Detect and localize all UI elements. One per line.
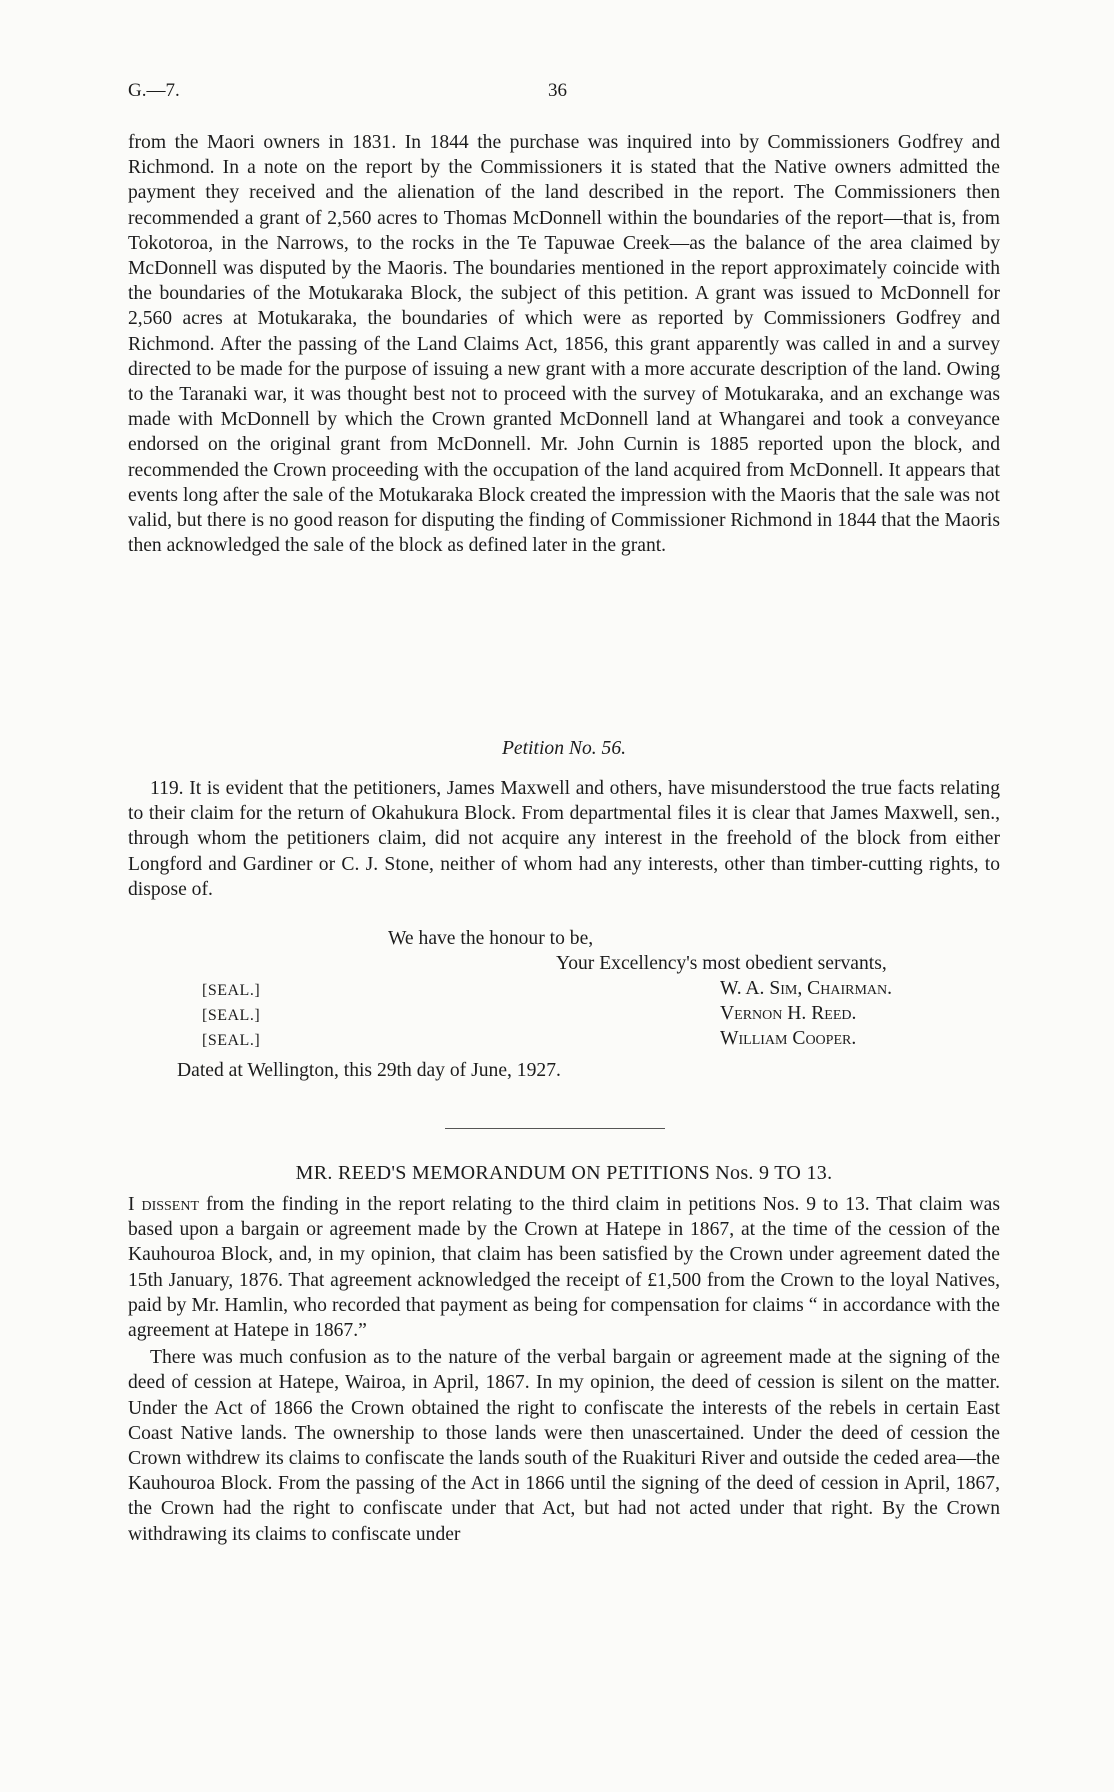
signatory-reed: Vernon H. Reed. (720, 1003, 857, 1024)
paragraph-119: 119. It is evident that the petitioners, James Maxwell and others, have misunderstood the true facts relating to their claim for the return of Okahukura Block. From departmental files it is clear that James Maxwell, sen., through whom the petitioners claim, did not acquire any interest in the freehold of the block from either Longford and Gardiner or C. J. Stone, neither of whom had any interests, other than timber-cutting rights, to dispose of. (128, 778, 1000, 900)
page-number: 36 (548, 80, 567, 101)
seal-3: [SEAL.] (202, 1032, 261, 1049)
paragraph-motukaraka: from the Maori owners in 1831. In 1844 the purchase was inquired into by Commissioners Godfrey and Richmond. In a note on the report by the Commissioners it is stated that the Native owners admitted the payment they received and the alienation of the land described in the report. The Commissioners then recommended a grant of 2,560 acres to Thomas McDonnell within the boundaries of the report—that is, from Tokotoroa, in the Narrows, to the rocks in the Te Tapuwae Creek—as the balance of the area claimed by McDonnell was disputed by the Maoris. The boundaries mentioned in the report approximately coincide with the boundaries of the Motukaraka Block, the subject of this petition. A grant was issued to McDonnell for 2,560 acres at Motukaraka, the boundaries of which were as reported by Commissioners Godfrey and Richmond. After the passing of the Land Claims Act, 1856, this grant apparently was called in and a survey directed to be made for the purpose of issuing a new grant with a more accurate description of the land. Owing to the Taranaki war, it was thought best not to proceed with the survey of Motukaraka, and an exchange was made with McDonnell by which the Crown granted McDonnell land at Whangarei and took a conveyance endorsed on the original grant from McDonnell. Mr. John Curnin is 1885 reported upon the block, and recommended the Crown proceeding with the occupation of the land acquired from McDonnell. It appears that events long after the sale of the Motukaraka Block created the impression with the Maoris that the sale was not valid, but there is no good reason for disputing the finding of Commissioner Richmond in 1844 that the Maoris then acknowledged the sale of the block as defined later in the grant. (128, 132, 1000, 557)
closing-line-1: We have the honour to be, (388, 928, 594, 949)
page-header (128, 80, 1000, 106)
section-divider (445, 1128, 665, 1129)
memorandum-paragraph-1-text: from the finding in the report relating to the third claim in petitions Nos. 9 to 13. That claim was based upon a bargain or agreement made by the Crown at Hatepe in 1867, at the time of the cession of the Kauhouroa Block, and, in my opinion, that claim has been satisfied by the Crown under agreement dated the 15th January, 1876. That agreement acknowledged the receipt of £1,500 from the Crown to the loyal Natives, paid by Mr. Hamlin, who recorded that payment as being for compensation for claims “ in accordance with the agreement at Hatepe in 1867.” (128, 1194, 1000, 1342)
signatory-chairman: W. A. Sim, Chairman. (720, 978, 893, 999)
memorandum-paragraph-1 (128, 1192, 1000, 1343)
seal-1: [SEAL.] (202, 982, 261, 999)
memorandum-paragraph-2: There was much confusion as to the nature of the verbal bargain or agreement made at the signing of the deed of cession at Hatepe, Wairoa, in April, 1867. In my opinion, the deed of cession is silent on the matter. Under the Act of 1866 the Crown obtained the right to confiscate the interests of the rebels in certain East Coast Native lands. The ownership to those lands were then unascertained. Under the deed of cession the Crown withdrew its claims to confiscate the lands south of the Ruakituri River and outside the ceded area—the Kauhouroa Block. From the passing of the Act in 1866 until the signing of the deed of cession in April, 1867, the Crown had the right to confiscate under that Act, but had not acted under that right. By the Crown withdrawing its claims to confiscate under (128, 1347, 1000, 1545)
body-text-block-2 (128, 776, 1000, 902)
seal-2: [SEAL.] (202, 1007, 261, 1024)
closing-line-2: Your Excellency's most obedient servants, (556, 953, 887, 974)
body-text-block-1 (128, 130, 1000, 558)
petition-heading: Petition No. 56. (501, 738, 627, 759)
dated-line: Dated at Wellington, this 29th day of June, 1927. (177, 1060, 561, 1081)
memorandum-title: MR. REED'S MEMORANDUM ON PETITIONS Nos. 9 TO 13. (295, 1162, 833, 1184)
memorandum-lead-word: I dissent (128, 1194, 200, 1215)
body-text-block-3 (128, 1192, 1000, 1547)
document-reference: G.—7. (128, 80, 180, 101)
signatory-cooper: William Cooper. (720, 1028, 857, 1049)
